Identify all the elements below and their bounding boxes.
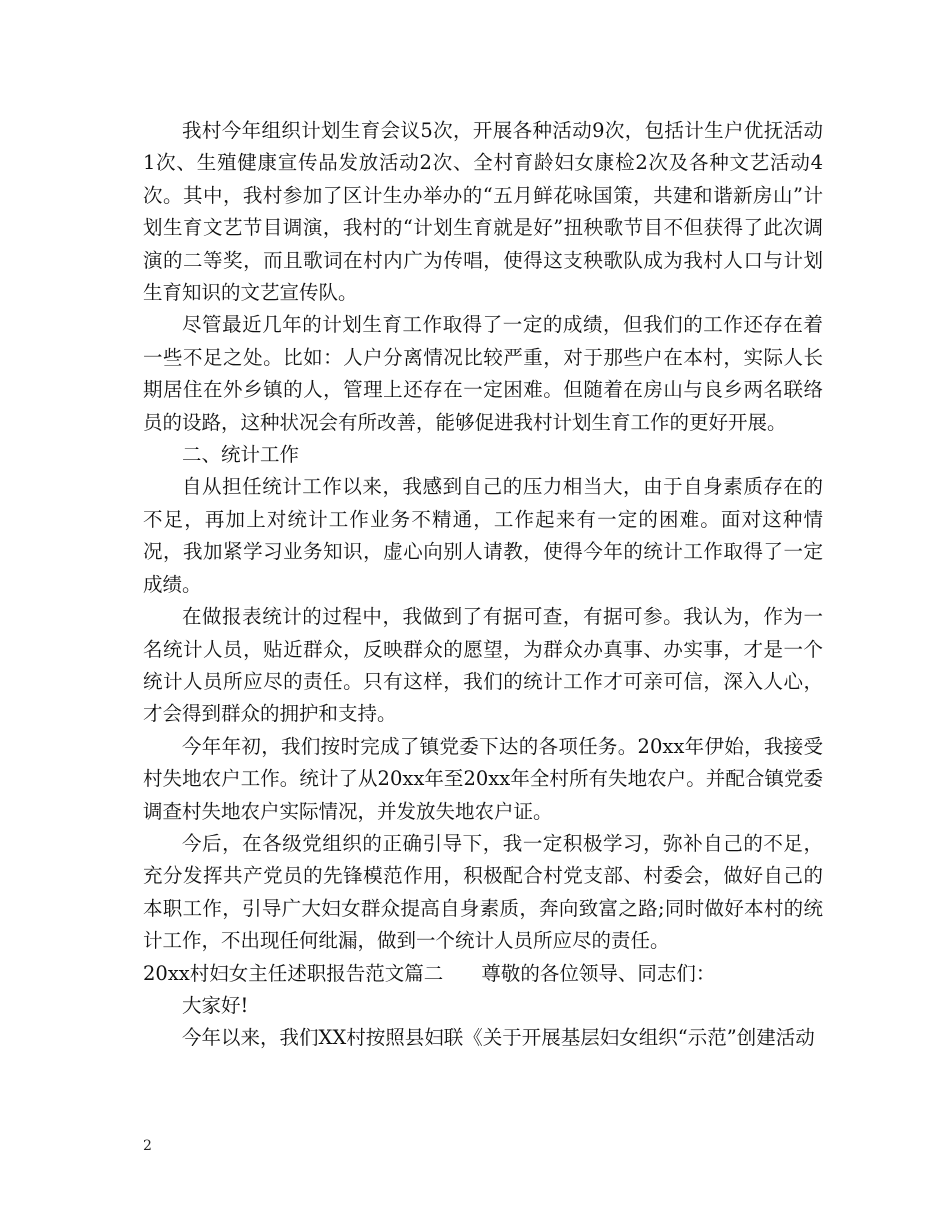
article-title: 20xx村妇女主任述职报告范文篇二 xyxy=(143,961,444,985)
paragraph-statistics-reporting: 在做报表统计的过程中，我做到了有据可查，有据可参。我认为，作为一名统计人员，贴近群众，反映群众的愿望，为群众办真事、办实事，才是一个统计人员所应尽的责任。只有这样，我们的统计工作才可亲可信，深入人心，才会得到群众的拥护和支持。 xyxy=(143,605,823,726)
paragraph-family-planning-activities: 我村今年组织计划生育会议5次，开展各种活动9次，包括计生户优抚活动1次、生殖健康宣传品发放活动2次、全村育龄妇女康检2次及各种文艺活动4次。其中，我村参加了区计生办举办的“五月鲜花咏国策，共建和谐新房山”计划生育文艺节目调演，我村的“计划生育就是好”扭秧歌节目不但获得了此次调演的二等奖，而且歌词在村内广为传唱，使得这支秧歌队成为我村人口与计划生育知识的文艺宣传队。 xyxy=(143,119,823,305)
document-body xyxy=(143,115,823,1055)
salutation: 尊敬的各位领导、同志们： xyxy=(481,961,716,985)
paragraph-landless-households: 今年年初，我们按时完成了镇党委下达的各项任务。20xx年伊始，我接受村失地农户工作。统计了从20xx年至20xx年全村所有失地农户。并配合镇党委调查村失地农户实际情况，并发放失地农户证。 xyxy=(143,734,823,823)
greeting: 大家好! xyxy=(182,993,249,1017)
section-heading-statistics: 二、统计工作 xyxy=(182,443,300,467)
paragraph-statistics-pressure: 自从担任统计工作以来，我感到自己的压力相当大，由于自身素质存在的不足，再加上对统计工作业务不精通，工作起来有一定的困难。面对这种情况，我加紧学习业务知识，虚心向别人请教，使得今年的统计工作取得了一定成绩。 xyxy=(143,475,823,596)
page-number: 2 xyxy=(143,1138,152,1154)
article-title-line xyxy=(143,958,823,990)
paragraph-closing: 今年以来，我们XX村按照县妇联《关于开展基层妇女组织“示范”创建活动 xyxy=(182,1026,815,1050)
paragraph-shortcomings: 尽管最近几年的计划生育工作取得了一定的成绩，但我们的工作还存在着一些不足之处。比如：人户分离情况比较严重，对于那些户在本村，实际人长期居住在外乡镇的人，管理上还存在一定困难。但随着在房山与良乡两名联络员的设路，这种状况会有所改善，能够促进我村计划生育工作的更好开展。 xyxy=(143,313,823,434)
paragraph-future-plans: 今后，在各级党组织的正确引导下，我一定积极学习，弥补自己的不足，充分发挥共产党员的先锋模范作用，积极配合村党支部、村委会，做好自己的本职工作，引导广大妇女群众提高自身素质，奔向致富之路;同时做好本村的统计工作，不出现任何纰漏，做到一个统计人员所应尽的责任。 xyxy=(143,831,823,953)
